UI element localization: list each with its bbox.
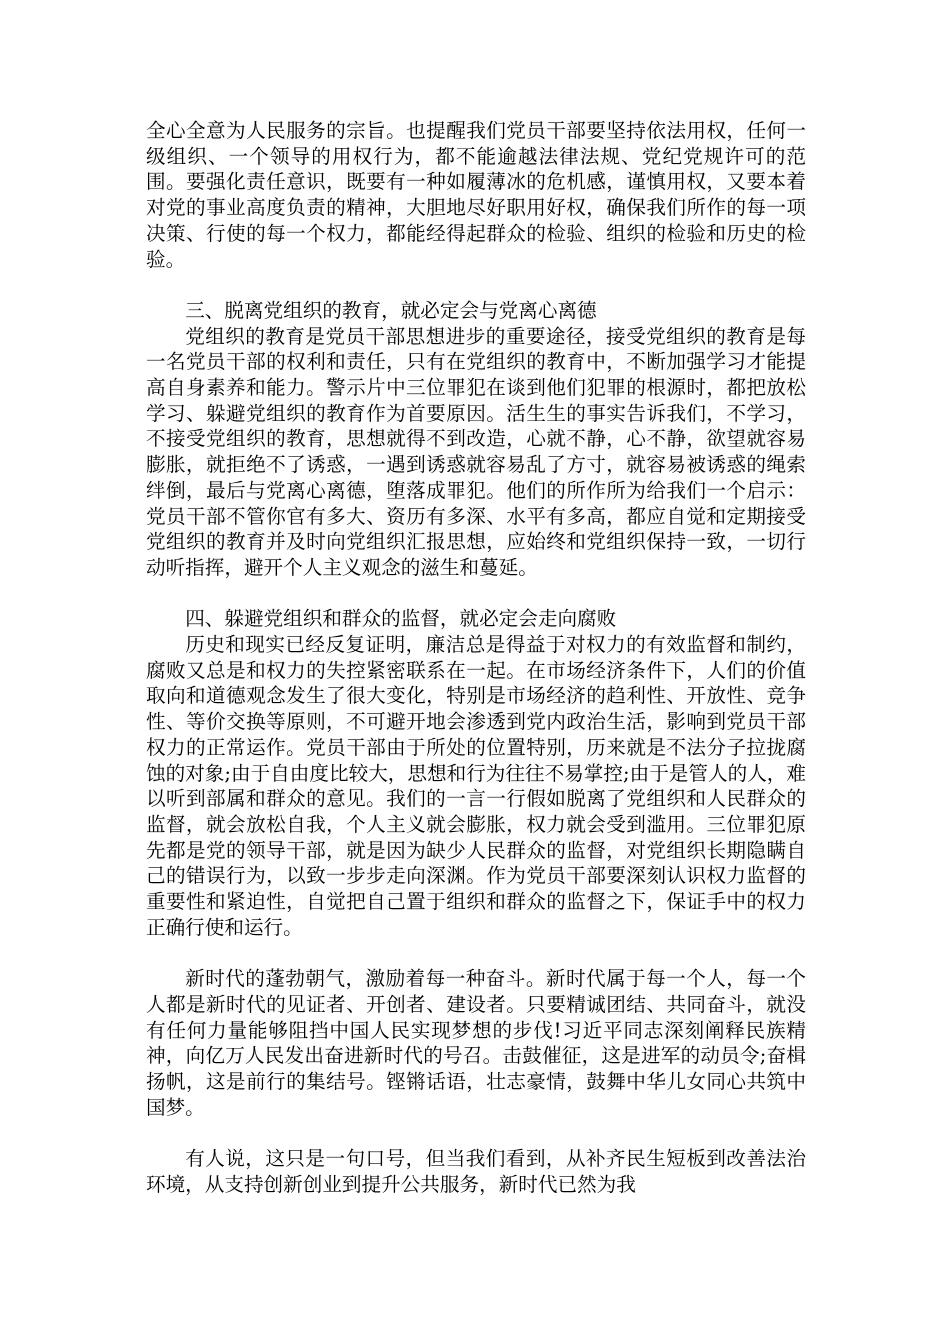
section-3-heading: 三、脱离党组织的教育，就必定会与党离心离德 — [185, 298, 597, 322]
new-era-block — [146, 966, 806, 1120]
section-3 — [146, 298, 806, 581]
section-4-heading: 四、躲避党组织和群众的监督，就必定会走向腐败 — [185, 607, 617, 631]
new-era-paragraph: 新时代的蓬勃朝气，激励着每一种奋斗。新时代属于每一个人，每一个人都是新时代的见证者、开创者、建设者。只要精诚团结、共同奋斗，就没有任何力量能够阻挡中国人民实现梦想的步伐!习近平同志深刻阐释民族精神，向亿万人民发出奋进新时代的号召。击鼓催征，这是进军的动员令;奋楫扬帆，这是前行的集结号。铿锵话语，壮志豪情，鼓舞中华儿女同心共筑中国梦。 — [146, 967, 806, 1119]
slogan-paragraph: 有人说，这只是一句口号，但当我们看到，从补齐民生短板到改善法治环境，从支持创新创业到提升公共服务，新时代已然为我 — [146, 1147, 806, 1196]
section-3-paragraph: 党组织的教育是党员干部思想进步的重要途径，接受党组织的教育是每一名党员干部的权利和责任，只有在党组织的教育中，不断加强学习才能提高自身素养和能力。警示片中三位罪犯在谈到他们犯罪的根源时，都把放松学习、躲避党组织的教育作为首要原因。活生生的事实告诉我们，不学习，不接受党组织的教育，思想就得不到改造，心就不静，心不静，欲望就容易膨胀，就拒绝不了诱惑，一遇到诱惑就容易乱了方寸，就容易被诱惑的绳索绊倒，最后与党离心离德，堕落成罪犯。他们的所作所为给我们一个启示：党员干部不管你官有多大、资历有多深、水平有多高，都应自觉和定期接受党组织的教育并及时向党组织汇报思想，应始终和党组织保持一致，一切行动听指挥，避开个人主义观念的滋生和蔓延。 — [146, 324, 806, 579]
intro-paragraph: 全心全意为人民服务的宗旨。也提醒我们党员干部要坚持依法用权，任何一级组织、一个领导的用权行为，都不能逾越法律法规、党纪党规许可的范围。要强化责任意识，既要有一种如履薄冰的危机感，谨慎用权，又要本着对党的事业高度负责的精神，大胆地尽好职用好权，确保我们所作的每一项决策、行使的每一个权力，都能经得起群众的检验、组织的检验和历史的检验。 — [146, 119, 806, 271]
section-4-paragraph: 历史和现实已经反复证明，廉洁总是得益于对权力的有效监督和制约，腐败又总是和权力的失控紧密联系在一起。在市场经济条件下，人们的价值取向和道德观念发生了很大变化，特别是市场经济的趋利性、开放性、竞争性、等价交换等原则，不可避开地会渗透到党内政治生活，影响到党员干部权力的正常运作。党员干部由于所处的位置特别，历来就是不法分子拉拢腐蚀的对象;由于自由度比较大，思想和行为往往不易掌控;由于是管人的人，难以听到部属和群众的意见。我们的一言一行假如脱离了党组织和人民群众的监督，就会放松自我，个人主义就会膨胀，权力就会受到滥用。三位罪犯原先都是党的领导干部，就是因为缺少人民群众的监督，对党组织长期隐瞒自己的错误行为，以致一步步走向深渊。作为党员干部要深刻认识权力监督的重要性和紧迫性，自觉把自己置于组织和群众的监督之下，保证手中的权力正确行使和运行。 — [146, 633, 806, 939]
intro-block — [146, 118, 806, 272]
document-page — [146, 118, 806, 1223]
section-4 — [146, 606, 806, 940]
slogan-block — [146, 1146, 806, 1197]
